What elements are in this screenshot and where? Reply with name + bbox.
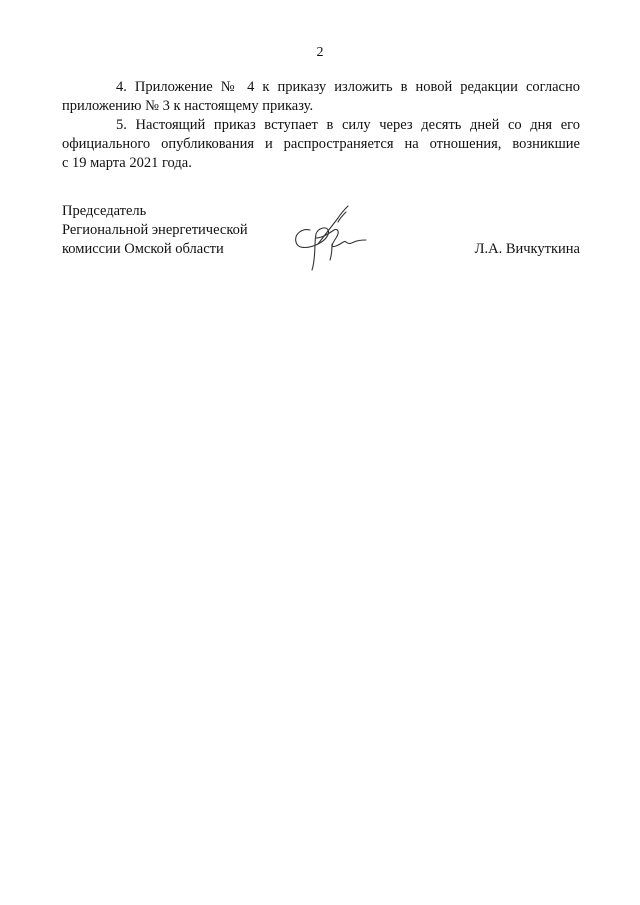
signature-stroke — [318, 206, 348, 244]
signer-name: Л.А. Вичкуткина — [474, 241, 580, 257]
paragraph-4 — [62, 78, 580, 116]
paragraph-5 — [62, 116, 580, 173]
signatory-title — [62, 202, 248, 259]
paragraph-line: с 19 марта 2021 года. — [62, 155, 192, 171]
page-number: 2 — [316, 45, 324, 60]
signatory-title-line: комиссии Омской области — [62, 241, 224, 257]
signature-stroke — [330, 244, 332, 260]
document-body — [62, 78, 580, 173]
signatory-title-line: Председатель — [62, 203, 147, 219]
paragraph-line: официального опубликования и распространяется на отношения, возникшие — [62, 136, 580, 152]
paragraph-line: 5. Настоящий приказ вступает в силу через десять дней со дня его — [116, 117, 580, 133]
signatory-title-line: Региональной энергетической — [62, 222, 248, 238]
handwritten-signature — [288, 200, 368, 278]
signature-stroke — [316, 229, 366, 246]
paragraph-line: приложению № 3 к настоящему приказу. — [62, 98, 314, 114]
paragraph-line: 4. Приложение № 4 к приказу изложить в новой редакции согласно — [116, 79, 580, 95]
signature-stroke — [296, 228, 329, 270]
